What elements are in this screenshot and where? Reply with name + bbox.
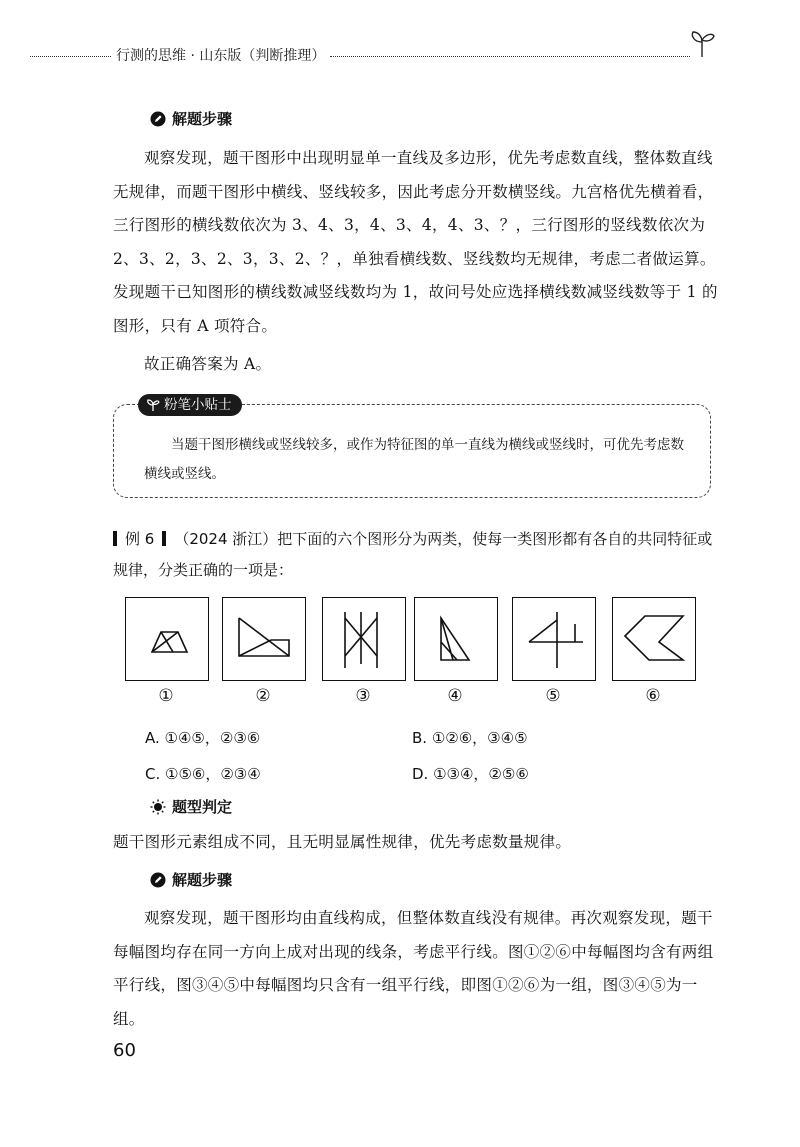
tip-text: 当题干图形横线或竖线较多，或作为特征图的单一直线为横线或竖线时，可优先考虑数横线或竖线。 [144, 437, 684, 482]
example-label: 例 6 [125, 530, 155, 548]
tip-text-block [144, 431, 692, 489]
option-b[interactable]: B. ①②⑥，③④⑤ [412, 729, 528, 747]
example-bracket-right [162, 531, 166, 546]
example-question [113, 524, 723, 586]
solution-text-2: 观察发现，题干图形均由直线构成，但整体数直线没有规律。再次观察发现，题干每幅图均存在同一方向上成对出现的线条，考虑平行线。图①②⑥中每幅图均含有两组平行线，图③④⑤中每幅图均只含有一组平行线，即图①②⑥为一组，图③④⑤为一组。 [113, 909, 714, 1028]
figure-1-label: ① [158, 686, 174, 706]
option-c[interactable]: C. ①⑤⑥，②③④ [145, 765, 261, 783]
solution-text: 观察发现，题干图形中出现明显单一直线及多边形，优先考虑数直线，整体数直线无规律，而题干图形中横线、竖线较多，因此考虑分开数横竖线。九宫格优先横着看，三行图形的横线数依次为 3、4、3，4、3、4，4、3、？，三行图形的竖线数依次为 2、3、2，3、2、3，3、2、？，单独看横线数、竖线数均无规律，考虑二者做运算。发现题干已知图形的横线数减竖线数均为 1，故问号处应选择横线数减竖线数等于 1 的图形，只有 A 项符合。 [113, 149, 718, 335]
option-a[interactable]: A. ①④⑤，②③⑥ [145, 729, 261, 747]
figure-6 [612, 597, 696, 681]
figure-3-drawing [323, 598, 405, 680]
tip-label [138, 394, 242, 416]
question-type-heading-text: 题型判定 [172, 798, 233, 816]
figure-3-label: ③ [355, 686, 371, 706]
answer-text: 故正确答案为 A。 [144, 355, 272, 373]
figure-5 [512, 597, 596, 681]
solution-steps-heading [150, 108, 232, 129]
figure-5-label: ⑤ [545, 686, 561, 706]
solution-steps-heading-2-text: 解题步骤 [172, 871, 233, 889]
example-question-text: 把下面的六个图形分为两类，使每一类图形都有各自的共同特征或规律，分类正确的一项是： [113, 530, 713, 579]
page-number: 60 [113, 1040, 136, 1061]
option-d[interactable]: D. ①③④，②⑤⑥ [412, 765, 529, 783]
pencil-badge-icon [150, 111, 166, 127]
figure-2-drawing [223, 598, 305, 680]
running-header-title: 行测的思维 · 山东版（判断推理） [112, 45, 329, 65]
question-type-paragraph [113, 826, 723, 860]
pencil-badge-icon [150, 872, 166, 888]
figure-2 [222, 597, 306, 681]
figure-4-drawing [415, 598, 497, 680]
solution-steps-heading-2 [150, 869, 232, 890]
solution-steps-heading-text: 解题步骤 [172, 110, 233, 128]
figure-1 [125, 597, 209, 681]
question-type-text: 题干图形元素组成不同，且无明显属性规律，优先考虑数量规律。 [113, 833, 572, 851]
header-rule-right [330, 56, 690, 57]
example-bracket-left [113, 531, 117, 546]
figure-6-drawing [613, 598, 695, 680]
question-type-heading [150, 796, 232, 817]
figure-4-label: ④ [447, 686, 463, 706]
example-source: （2024 浙江） [174, 530, 278, 548]
sprout-icon [146, 399, 160, 411]
figure-3 [322, 597, 406, 681]
sprout-icon [688, 28, 716, 58]
tip-label-text: 粉笔小贴士 [164, 397, 232, 413]
figure-6-label: ⑥ [645, 686, 661, 706]
figure-1-drawing [126, 598, 208, 680]
header-rule-left [30, 56, 115, 57]
figure-2-label: ② [255, 686, 271, 706]
solution-paragraph-2 [113, 902, 723, 1036]
lightbulb-badge-icon [150, 799, 166, 815]
solution-paragraph [113, 142, 723, 382]
figure-4 [414, 597, 498, 681]
figure-5-drawing [513, 598, 595, 680]
